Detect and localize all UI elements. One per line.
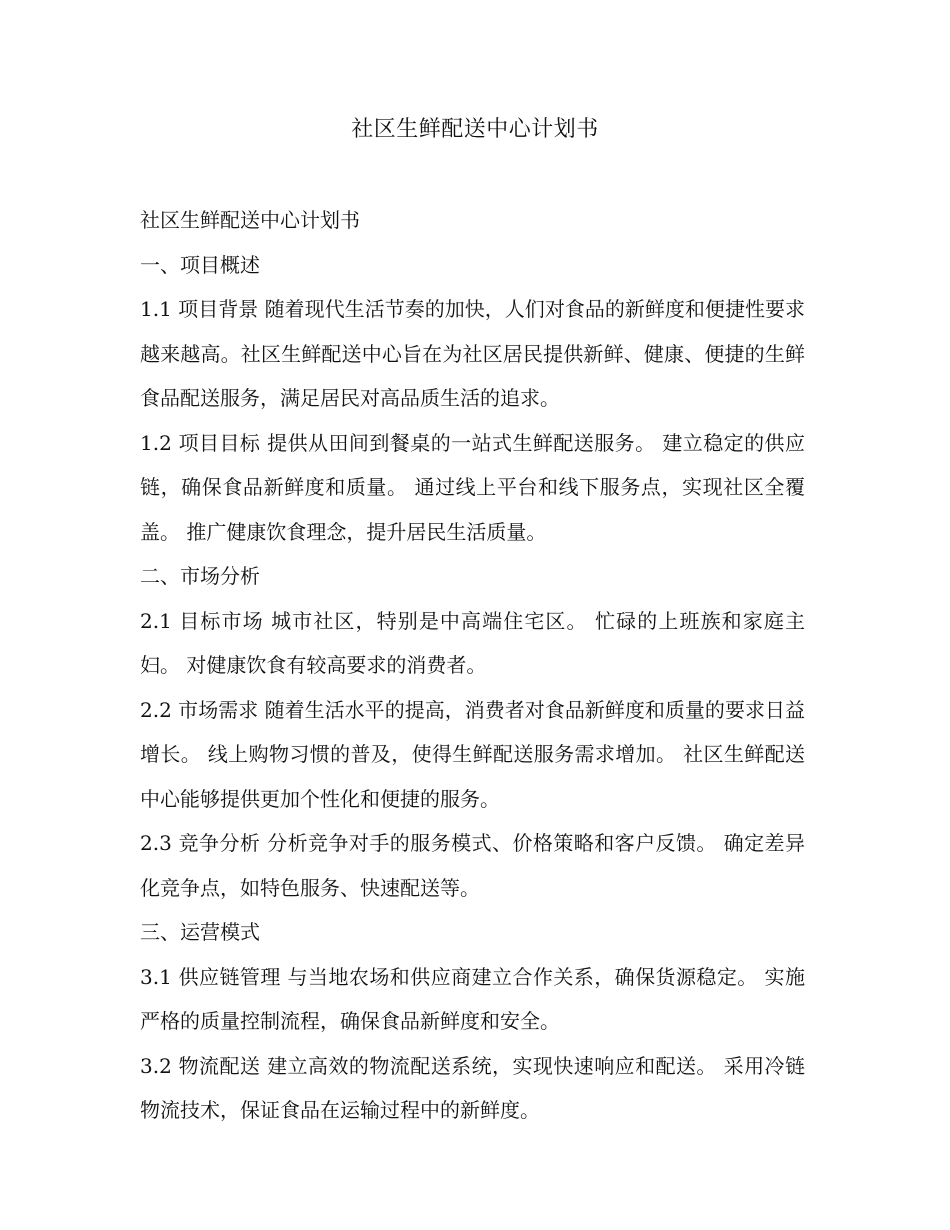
section-heading-operation-model: 三、运营模式 bbox=[140, 920, 260, 944]
paragraph-logistics: 3.2 物流配送 建立高效的物流配送系统，实现快速响应和配送。 采用冷链物流技术，保证食品在运输过程中的新鲜度。 bbox=[140, 1053, 805, 1122]
paragraph-target-market: 2.1 目标市场 城市社区，特别是中高端住宅区。 忙碌的上班族和家庭主妇。 对健康饮食有较高要求的消费者。 bbox=[140, 608, 805, 677]
paragraph-project-background: 1.1 项目背景 随着现代生活节奏的加快，人们对食品的新鲜度和便捷性要求越来越高。社区生鲜配送中心旨在为社区居民提供新鲜、健康、便捷的生鲜食品配送服务，满足居民对高品质生活的追求。 bbox=[140, 297, 805, 410]
paragraph-market-demand: 2.2 市场需求 随着生活水平的提高，消费者对食品新鲜度和质量的要求日益增长。 线上购物习惯的普及，使得生鲜配送服务需求增加。 社区生鲜配送中心能够提供更加个性化和便捷的服务。 bbox=[140, 697, 805, 811]
paragraph-project-goals: 1.2 项目目标 提供从田间到餐桌的一站式生鲜配送服务。 建立稳定的供应链，确保食品新鲜度和质量。 通过线上平台和线下服务点，实现社区全覆盖。 推广健康饮食理念，提升居民生活质量。 bbox=[140, 430, 805, 544]
document-title: 社区生鲜配送中心计划书 bbox=[351, 117, 599, 142]
document-body bbox=[140, 198, 805, 1133]
paragraph-supply-chain: 3.1 供应链管理 与当地农场和供应商建立合作关系，确保货源稳定。 实施严格的质量控制流程，确保食品新鲜度和安全。 bbox=[140, 964, 805, 1033]
section-heading-market-analysis: 二、市场分析 bbox=[140, 564, 260, 588]
subtitle-paragraph: 社区生鲜配送中心计划书 bbox=[140, 208, 360, 232]
section-heading-overview: 一、项目概述 bbox=[140, 252, 260, 277]
paragraph-competition-analysis: 2.3 竞争分析 分析竞争对手的服务模式、价格策略和客户反馈。 确定差异化竞争点，如特色服务、快速配送等。 bbox=[140, 831, 805, 900]
